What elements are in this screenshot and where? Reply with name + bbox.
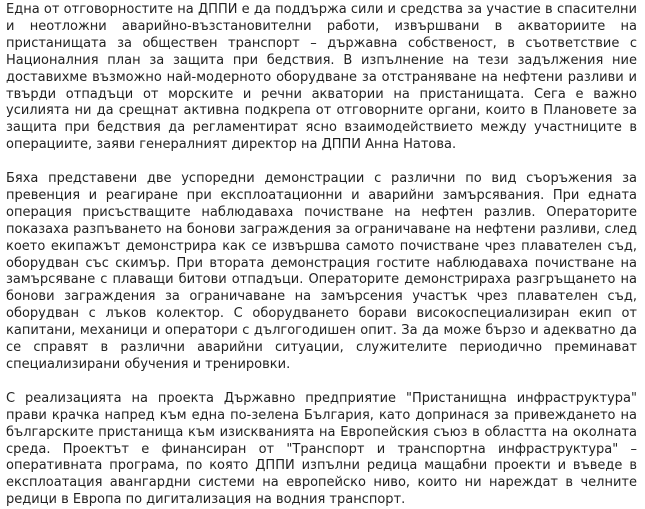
paragraph-project-funding: С реализацията на проекта Държавно предприятие "Пристанищна инфраструктура" прави крачка напред към една по-зелена България, като допринася за привеждането на българските пристанища към изискванията на Европейския съюз в областта на околната среда. Проектът е финансиран от "Транспорт и транспортна инфраструктура" – оперативната програма, по която ДППИ изпълни редица мащабни проекти и въведе в експлоатация авангардни системи на европейско ниво, които ни нареждат в челните редици в Европа по дигитализация на водния транспорт. (6, 390, 637, 508)
paragraph-responsibility: Една от отговорностите на ДППИ е да поддържа сили и средства за участие в спасителни и неотложни аварийно-възстановителни работи, извършвани в акваториите на пристанищата за обществен транспорт – държавна собственост, в съответствие с Националния план за защита при бедствия. В изпълнение на тези задължения ние доставихме възможно най-модерното оборудване за отстраняване на нефтени разливи и твърди отпадъци от морските и речни акватории на пристанищата. Сега е важно усилията ни да срещнат активна подкрепа от отговорните органи, които в Плановете за защита при бедствия да регламентират ясно взаимодействието между участниците в операциите, заяви генералният директор на ДППИ Анна Натова. (6, 2, 637, 153)
paragraph-demonstrations: Бяха представени две успоредни демонстрации с различни по вид съоръжения за превенция и реагиране при експлоатационни и аварийни замърсявания. При едната операция присъстващите наблюдаваха почистване на нефтен разлив. Операторите показаха разпъването на бонови заграждения за ограничаване на нефтени разливи, след което екипажът демонстрира как се извършва самото почистване чрез плавателен съд, оборудван със скимър. При втората демонстрация гостите наблюдаваха почистване на замърсяване с плаващи битови отпадъци. Операторите демонстрираха разгръщането на бонови заграждения за ограничаване на замърсения участък чрез плавателен съд, оборудван с лъков колектор. С оборудването борави високоспециализиран екип от капитани, механици и оператори с дългогодишен опит. За да може бързо и адекватно да се справят в различни аварийни ситуации, служителите периодично преминават специализирани обучения и тренировки. (6, 171, 637, 373)
article-body (0, 2, 643, 509)
